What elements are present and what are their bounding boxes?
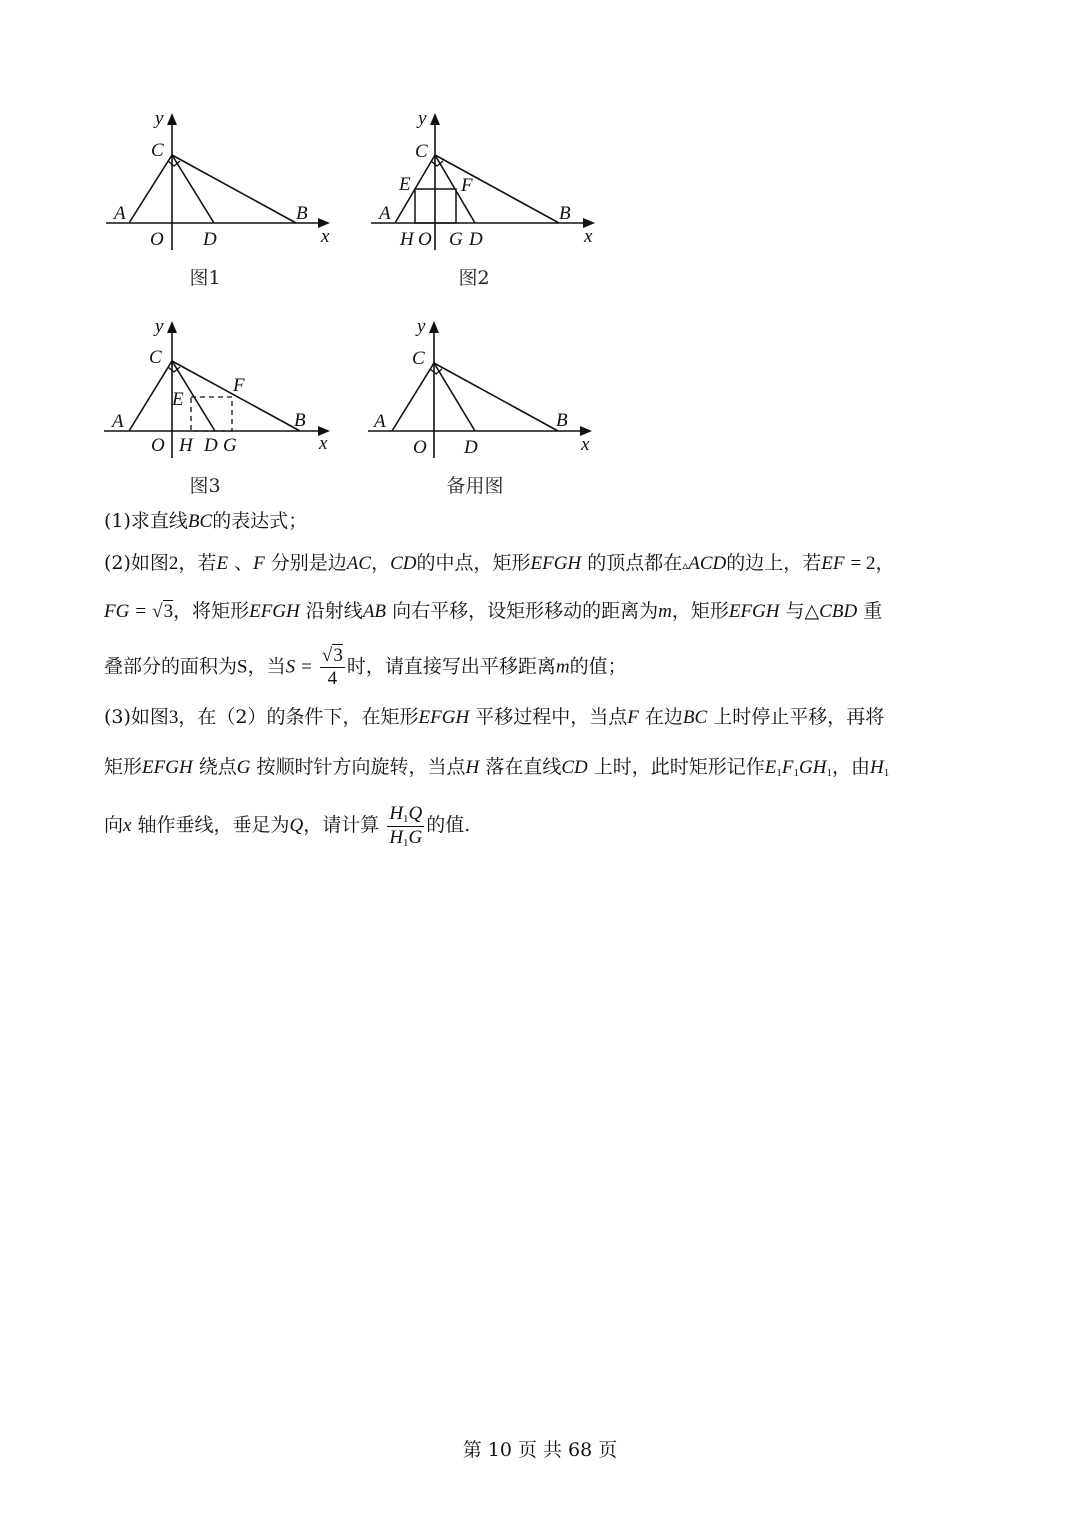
figure-2-caption: 图2 <box>458 267 490 289</box>
figure-4-caption: 备用图 <box>446 475 504 497</box>
question-3-line-2: 矩形EFGH 绕点G 按顺时针方向旋转，当点H 落在直线CD 上时，此时矩形记作$E_1F_1GH_1$，由$H_1$ <box>104 756 890 779</box>
figure-4-diagram <box>362 313 602 463</box>
figure-3-caption: 图3 <box>189 475 221 497</box>
figure-2-diagram <box>365 105 605 255</box>
figure-1-caption: 图1 <box>189 267 221 289</box>
label-y: y <box>418 108 427 129</box>
label-d: D <box>204 435 218 456</box>
question-3-line-3: 向x 轴作垂线，垂足为Q，请计算 $\frac{H_1Q}{H_1G}$ 的值. <box>104 803 471 849</box>
label-d: D <box>464 437 478 458</box>
label-b: B <box>296 203 308 224</box>
label-x: x <box>321 226 330 247</box>
label-o: O <box>151 435 165 456</box>
label-y: y <box>417 316 426 337</box>
label-c: C <box>415 141 428 162</box>
label-a: A <box>374 411 386 432</box>
figure-3-diagram <box>100 313 340 463</box>
label-x: x <box>581 434 590 455</box>
figure-1 <box>100 105 340 255</box>
label-f: F <box>233 375 245 396</box>
label-a: A <box>112 411 124 432</box>
label-y: y <box>155 316 164 337</box>
label-a: A <box>379 203 391 224</box>
question-2-line-3: 叠部分的面积为S，当S = $\frac{√3}{4}$ 时，请直接写出平移距离m的值； <box>104 645 627 689</box>
label-g: G <box>449 229 463 250</box>
figure-1-diagram <box>100 105 340 255</box>
label-e: E <box>172 389 184 410</box>
question-2-line-1: (2)如图2，若E 、F 分别是边AC，CD的中点，矩形EFGH 的顶点都在▵ACD的边上，若EF = 2， <box>104 552 895 574</box>
label-d: D <box>469 229 483 250</box>
label-c: C <box>151 140 164 161</box>
label-h: H <box>179 435 193 456</box>
label-x: x <box>584 226 593 247</box>
figure-3 <box>100 313 340 463</box>
label-c: C <box>412 348 425 369</box>
question-2-line-2: FG = √3，将矩形EFGH 沿射线AB 向右平移，设矩形移动的距离为m，矩形EFGH 与△CBD 重 <box>104 600 883 622</box>
label-f: F <box>461 175 473 196</box>
page-footer: 第 10 页 共 68 页 <box>462 1439 618 1461</box>
label-o: O <box>418 229 432 250</box>
label-a: A <box>114 203 126 224</box>
label-g: G <box>223 435 237 456</box>
label-h: H <box>400 229 414 250</box>
label-y: y <box>155 108 164 129</box>
label-b: B <box>556 410 568 431</box>
label-b: B <box>559 203 571 224</box>
figure-2 <box>365 105 605 255</box>
figure-4 <box>362 313 602 463</box>
label-e: E <box>399 174 411 195</box>
label-c: C <box>149 347 162 368</box>
question-1: (1)求直线BC的表达式； <box>104 510 308 532</box>
label-o: O <box>413 437 427 458</box>
fraction-sqrt3-over-4: $\frac{√3}{4}$ <box>321 645 343 689</box>
label-x: x <box>319 433 328 454</box>
fraction-h1q-over-h1g: $\frac{H_1Q}{H_1G}$ <box>389 803 423 849</box>
label-d: D <box>203 229 217 250</box>
label-b: B <box>294 410 306 431</box>
question-3-line-1: (3)如图3，在（2）的条件下，在矩形EFGH 平移过程中，当点F 在边BC 上时停止平移，再将 <box>104 706 885 728</box>
label-o: O <box>150 229 164 250</box>
